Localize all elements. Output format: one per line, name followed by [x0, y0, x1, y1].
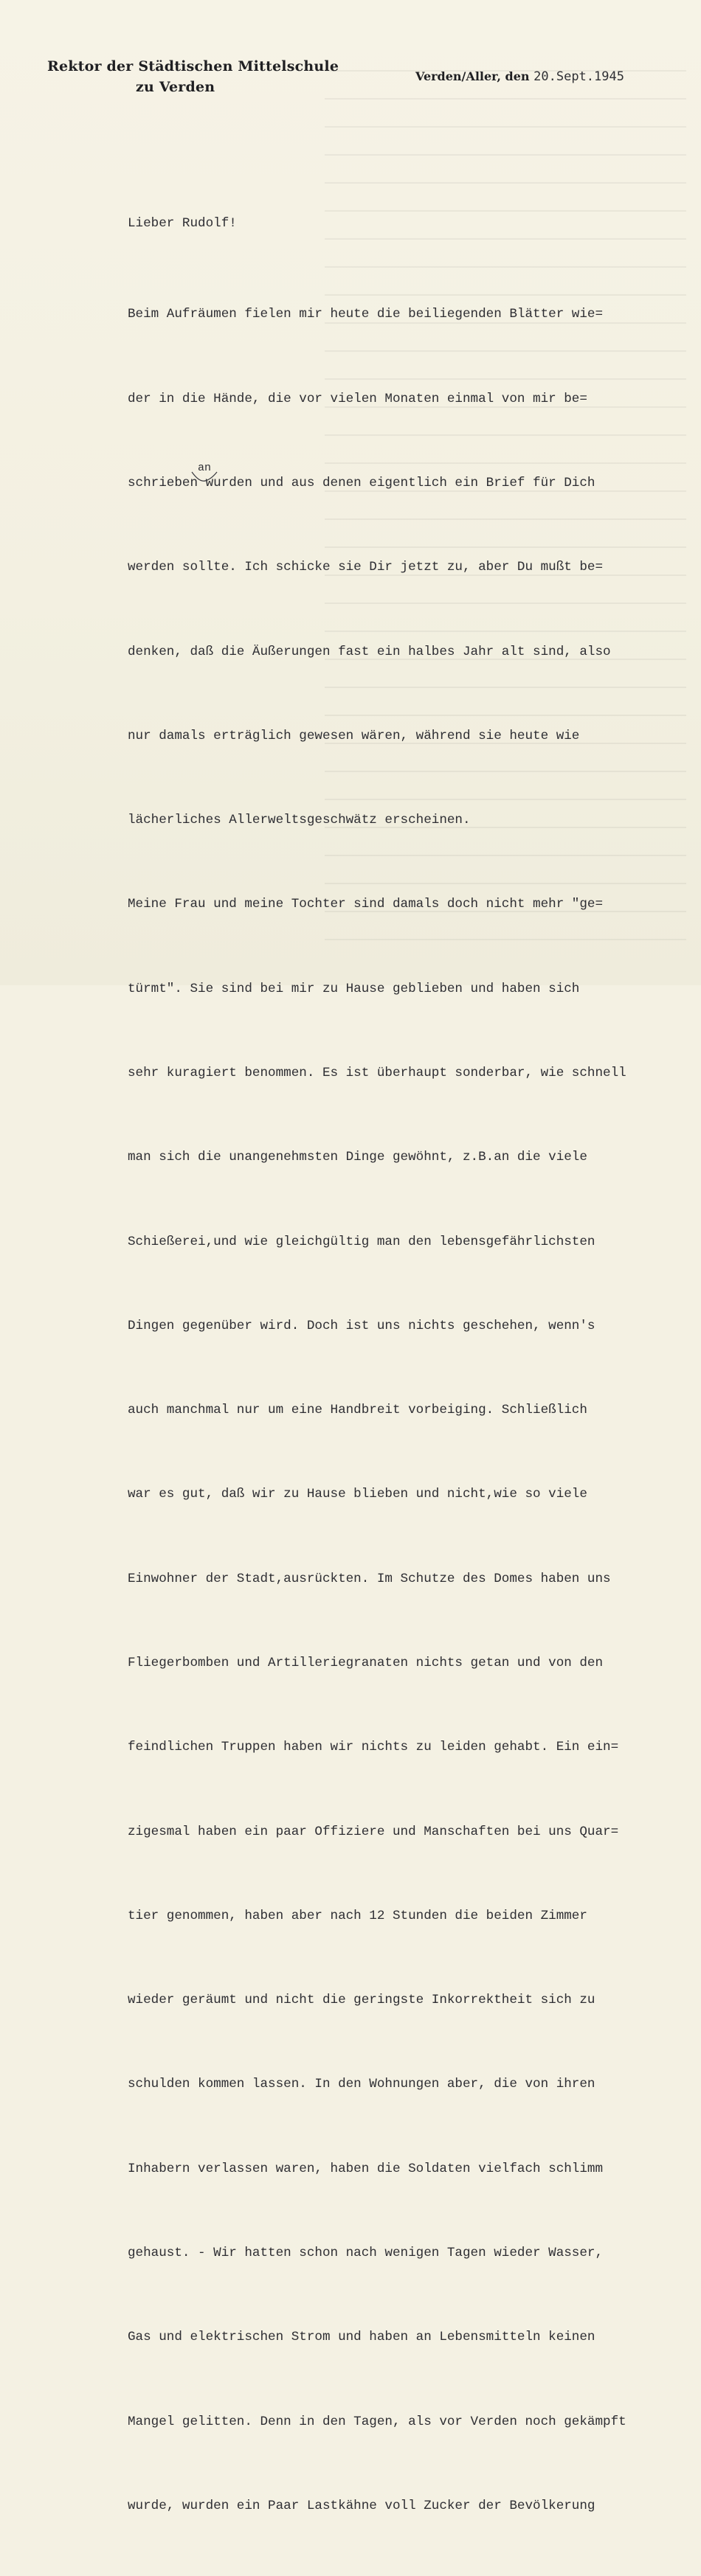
handwritten-insertion: an	[198, 462, 212, 474]
dateline-date: 20.Sept.1945	[533, 69, 624, 84]
dateline-place: Verden/Aller, den	[415, 69, 530, 83]
body-line: nur damals erträglich gewesen wären, während sie heute wie	[128, 728, 580, 743]
body-line: werden sollte. Ich schicke sie Dir jetzt zu, aber Du mußt be=	[128, 560, 604, 575]
body-line: schulden kommen lassen. In den Wohnungen aber, die von ihren	[128, 2077, 595, 2092]
dateline	[415, 69, 624, 84]
letterhead	[47, 56, 339, 97]
letter-body	[128, 153, 688, 2576]
body-line: türmt". Sie sind bei mir zu Hause geblieben und haben sich	[128, 981, 580, 996]
body-line: Schießerei,und wie gleichgültig man den lebensgefährlichsten	[128, 1234, 595, 1249]
body-line: man sich die unangenehmsten Dinge gewöhnt, z.B.an die viele	[128, 1150, 587, 1165]
body-line: gehaust. - Wir hatten schon nach wenigen Tagen wieder Wasser,	[128, 2245, 604, 2260]
letterhead-line-1: Rektor der Städtischen Mittelschule	[47, 58, 339, 74]
body-line: Einwohner der Stadt,ausrückten. Im Schutze des Domes haben uns	[128, 1571, 611, 1586]
insertion-caret-icon	[190, 471, 220, 484]
body-line: Mangel gelitten. Denn in den Tagen, als vor Verden noch gekämpft	[128, 2414, 626, 2429]
letterhead-line-2: zu Verden	[136, 79, 215, 95]
body-line: schrieben wurden und aus denen eigentlich ein Brief für Dich	[128, 476, 595, 491]
body-line: lächerliches Allerweltsgeschwätz erscheinen.	[128, 813, 471, 828]
body-line: auch manchmal nur um eine Handbreit vorbeiging. Schließlich	[128, 1403, 587, 1418]
body-line: war es gut, daß wir zu Hause blieben und nicht,wie so viele	[128, 1487, 587, 1502]
body-line: feindlichen Truppen haben wir nichts zu leiden gehabt. Ein ein=	[128, 1740, 619, 1755]
body-line: zigesmal haben ein paar Offiziere und Manschaften bei uns Quar=	[128, 1824, 619, 1839]
body-line: Meine Frau und meine Tochter sind damals doch nicht mehr "ge=	[128, 897, 604, 912]
body-line: Fliegerbomben und Artilleriegranaten nichts getan und von den	[128, 1655, 604, 1670]
body-line: tier genommen, haben aber nach 12 Stunden die beiden Zimmer	[128, 1908, 587, 1923]
body-line: Beim Aufräumen fielen mir heute die beiliegenden Blätter wie=	[128, 307, 604, 322]
body-line: wieder geräumt und nicht die geringste Inkorrektheit sich zu	[128, 1993, 595, 2008]
body-line: der in die Hände, die vor vielen Monaten einmal von mir be=	[128, 391, 587, 406]
body-line: Gas und elektrischen Strom und haben an Lebensmitteln keinen	[128, 2330, 595, 2345]
body-line: Dingen gegenüber wird. Doch ist uns nichts geschehen, wenn's	[128, 1318, 595, 1333]
body-line: denken, daß die Äußerungen fast ein halbes Jahr alt sind, also	[128, 644, 611, 659]
body-line: sehr kuragiert benommen. Es ist überhaupt sonderbar, wie schnell	[128, 1066, 626, 1080]
body-line: Inhabern verlassen waren, haben die Soldaten vielfach schlimm	[128, 2161, 604, 2176]
salutation: Lieber Rudolf!	[128, 216, 237, 232]
body-line: wurde, wurden ein Paar Lastkähne voll Zucker der Bevölkerung	[128, 2498, 595, 2513]
